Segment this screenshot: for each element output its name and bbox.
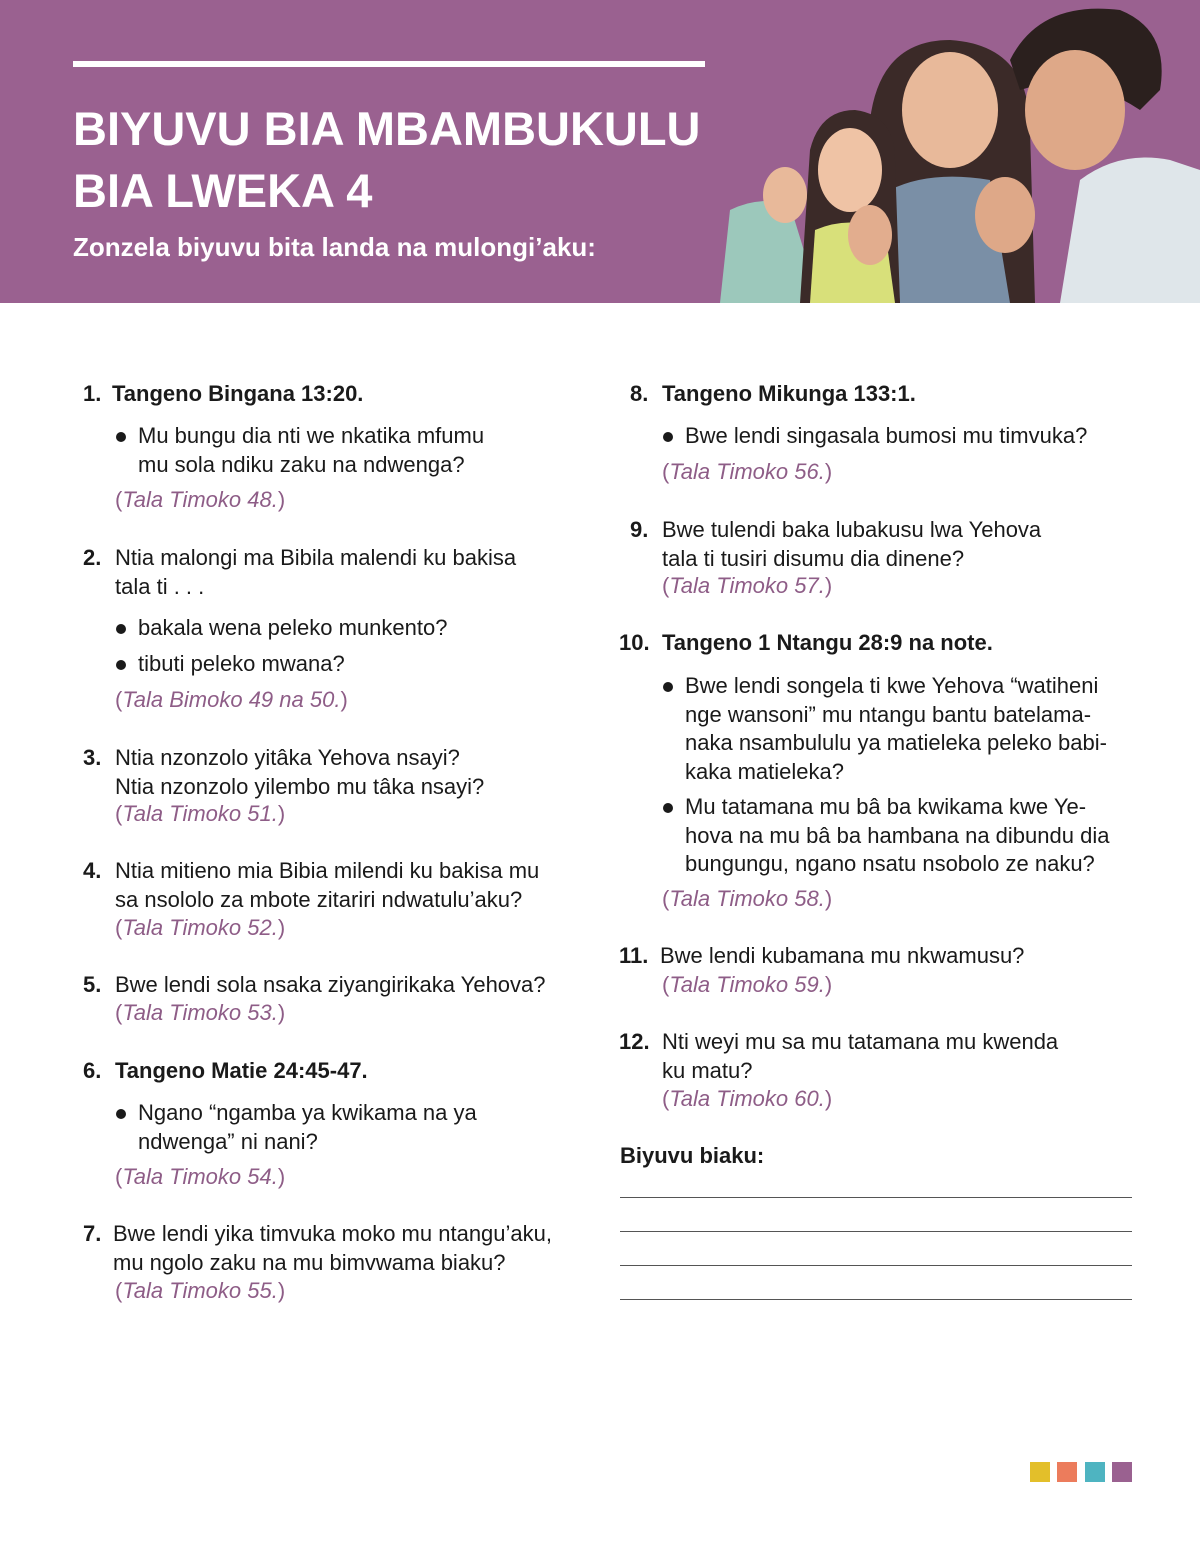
header-banner	[0, 0, 1200, 303]
question-text: Nti weyi mu sa mu tatamana mu kwenda ku matu?	[662, 1029, 1059, 1083]
question-number: 5.	[83, 972, 102, 997]
bullet-item: Ngano “ngamba ya kwikama na ya ndwenga” ni nani?	[116, 1099, 477, 1156]
yellow-square-decoration	[1030, 1462, 1050, 1482]
question-title: Tangeno 1 Ntangu 28:9 na note.	[662, 630, 993, 655]
bullet-item: Bwe lendi singasala bumosi mu timvuka?	[663, 422, 1087, 451]
bullet-item: tibuti peleko mwana?	[116, 650, 345, 679]
reference-link[interactable]: (Tala Timoko 59.)	[662, 972, 833, 997]
bullet-item: bakala wena peleko munkento?	[116, 614, 447, 643]
notes-line[interactable]	[620, 1231, 1132, 1232]
reference-link[interactable]: (Tala Timoko 52.)	[115, 915, 286, 940]
bullet-item: Mu bungu dia nti we nkatika mfumu mu sola ndiku zaku na ndwenga?	[116, 422, 484, 479]
family-praying-illustration	[720, 0, 1200, 303]
reference-link[interactable]: (Tala Timoko 51.)	[115, 801, 286, 826]
notes-line[interactable]	[620, 1197, 1132, 1198]
page-subtitle: Zonzela biyuvu bita landa na mulongi’aku:	[73, 232, 596, 262]
header-rule	[73, 61, 705, 67]
notes-line[interactable]	[620, 1265, 1132, 1266]
question-text: Ntia malongi ma Bibila malendi ku bakisa tala ti . . .	[115, 545, 517, 599]
reference-link[interactable]: (Tala Timoko 53.)	[115, 1000, 286, 1025]
notes-label: Biyuvu biaku:	[620, 1143, 765, 1168]
question-number: 1.	[83, 381, 102, 406]
question-number: 12.	[619, 1029, 650, 1054]
question-number: 2.	[83, 545, 102, 570]
question-number: 7.	[83, 1221, 102, 1246]
question-text: Bwe lendi kubamana mu nkwamusu?	[660, 943, 1025, 968]
question-title: Tangeno Mikunga 133:1.	[662, 381, 916, 406]
question-number: 10.	[619, 630, 650, 655]
reference-link[interactable]: (Tala Timoko 55.)	[115, 1278, 286, 1303]
question-number: 11.	[619, 943, 649, 968]
notes-line[interactable]	[620, 1299, 1132, 1300]
question-title: Tangeno Bingana 13:20.	[112, 381, 364, 406]
question-title: Tangeno Matie 24:45-47.	[115, 1058, 368, 1083]
question-text: Bwe lendi yika timvuka moko mu ntangu’aku, mu ngolo zaku na mu bimvwama biaku?	[113, 1221, 552, 1275]
question-number: 9.	[630, 517, 649, 542]
purple-square-decoration	[1112, 1462, 1132, 1482]
question-text: Bwe lendi sola nsaka ziyangirikaka Yehova?	[115, 972, 546, 997]
reference-link[interactable]: (Tala Timoko 48.)	[115, 487, 286, 512]
question-number: 4.	[83, 858, 102, 883]
reference-link[interactable]: (Tala Timoko 56.)	[662, 459, 833, 484]
bullet-item: Bwe lendi songela ti kwe Yehova “watiheni nge wansoni” mu ntangu bantu batelama- naka nsambululu ya matieleka peleko babi- kaka matieleka?	[663, 672, 1107, 786]
reference-link[interactable]: (Tala Timoko 58.)	[662, 886, 833, 911]
question-text: Ntia nzonzolo yitâka Yehova nsayi? Ntia nzonzolo yilembo mu tâka nsayi?	[115, 745, 485, 799]
bullet-item: Mu tatamana mu bâ ba kwikama kwe Ye- hova na mu bâ ba hambana na dibundu dia bungungu, ngano nsatu nsobolo ze naku?	[663, 793, 1109, 879]
reference-link[interactable]: (Tala Bimoko 49 na 50.)	[115, 687, 348, 712]
teal-square-decoration	[1085, 1462, 1105, 1482]
reference-link[interactable]: (Tala Timoko 57.)	[662, 573, 833, 598]
reference-link[interactable]: (Tala Timoko 54.)	[115, 1164, 286, 1189]
question-text: Bwe tulendi baka lubakusu lwa Yehova tala ti tusiri disumu dia dinene?	[662, 517, 1042, 571]
question-text: Ntia mitieno mia Bibia milendi ku bakisa mu sa nsololo za mbote zitariri ndwatulu’aku?	[115, 858, 540, 912]
question-number: 8.	[630, 381, 649, 406]
orange-square-decoration	[1057, 1462, 1077, 1482]
question-number: 3.	[83, 745, 102, 770]
question-number: 6.	[83, 1058, 102, 1083]
page-title: BIYUVU BIA MBAMBUKULU BIA LWEKA 4	[73, 102, 701, 217]
reference-link[interactable]: (Tala Timoko 60.)	[662, 1086, 833, 1111]
